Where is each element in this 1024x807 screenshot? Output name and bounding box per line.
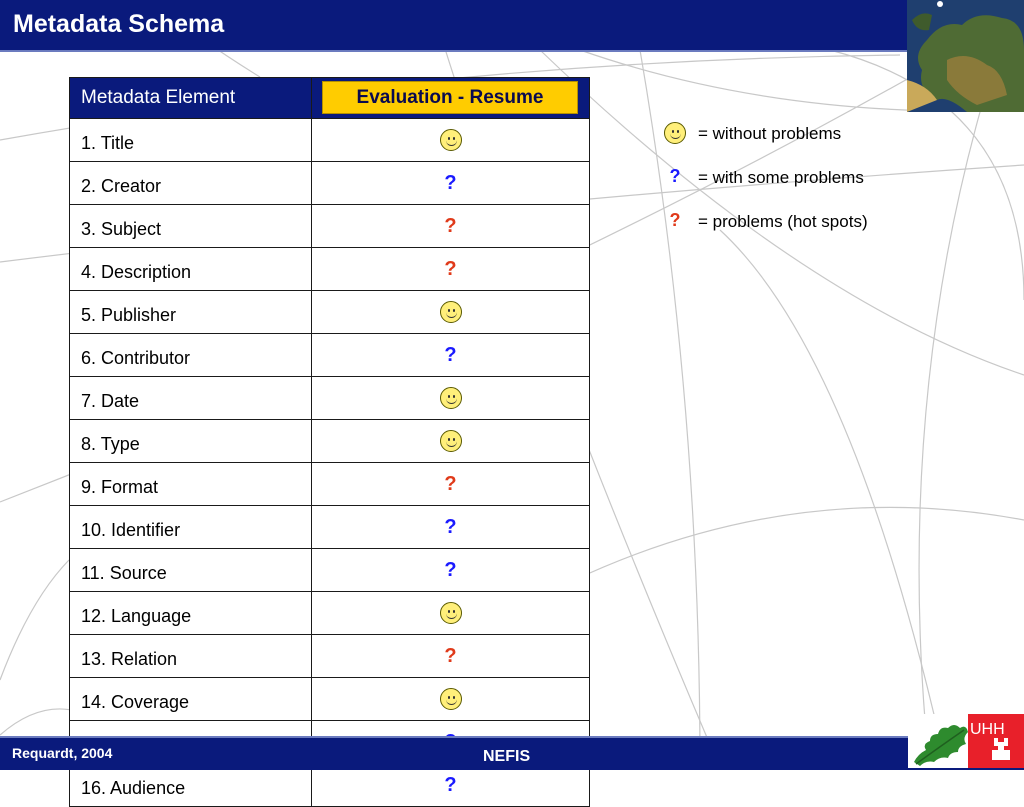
title-bar [0, 0, 1024, 52]
column-header-metadata-element: Metadata Element [70, 78, 312, 119]
evaluation-cell [312, 377, 590, 420]
table-row [70, 119, 590, 162]
metadata-element-cell: 11. Source [70, 549, 312, 592]
question-mark-red-icon: ? [444, 257, 457, 280]
evaluation-cell [312, 549, 590, 592]
evaluation-cell [312, 162, 590, 205]
uhh-university-logo [908, 714, 1024, 768]
metadata-element-cell: 8. Type [70, 420, 312, 463]
legend-label: = problems (hot spots) [698, 212, 868, 231]
table-row [70, 162, 590, 205]
legend-item-hot-spots [660, 210, 940, 236]
evaluation-cell [312, 678, 590, 721]
evaluation-cell [312, 119, 590, 162]
smiley-icon [440, 301, 462, 323]
evaluation-cell [312, 506, 590, 549]
smiley-icon [440, 430, 462, 452]
footer-title: NEFIS [483, 748, 531, 765]
column-header-evaluation [312, 78, 590, 119]
footer-bar [0, 736, 1024, 770]
evaluation-cell [312, 635, 590, 678]
evaluation-cell [312, 592, 590, 635]
metadata-element-cell: 14. Coverage [70, 678, 312, 721]
question-mark-blue-icon: ? [444, 773, 457, 796]
table-row [70, 678, 590, 721]
evaluation-resume-badge: Evaluation - Resume [322, 81, 578, 114]
legend-label: = without problems [698, 124, 842, 143]
legend-item-without-problems [660, 122, 940, 148]
legend-label: = with some problems [698, 168, 864, 187]
page-title: Metadata Schema [13, 10, 225, 38]
metadata-element-cell: 6. Contributor [70, 334, 312, 377]
metadata-element-cell: 16. Audience [70, 764, 312, 807]
metadata-element-cell: 9. Format [70, 463, 312, 506]
metadata-evaluation-table [69, 77, 590, 807]
question-mark-red-icon: ? [669, 210, 681, 230]
table-row [70, 420, 590, 463]
table-row [70, 377, 590, 420]
question-mark-blue-icon: ? [444, 558, 457, 581]
evaluation-cell [312, 205, 590, 248]
europe-satellite-map-image [907, 0, 1024, 112]
table-header-row [70, 78, 590, 119]
legend-item-some-problems [660, 166, 940, 192]
table-row [70, 463, 590, 506]
footer-author: Requardt, 2004 [12, 745, 113, 761]
table-row [70, 334, 590, 377]
metadata-element-cell: 4. Description [70, 248, 312, 291]
metadata-element-cell: 3. Subject [70, 205, 312, 248]
metadata-element-cell: 12. Language [70, 592, 312, 635]
evaluation-cell [312, 248, 590, 291]
smiley-icon [440, 387, 462, 409]
table-row [70, 506, 590, 549]
question-mark-blue-icon: ? [669, 166, 681, 186]
metadata-element-cell: 5. Publisher [70, 291, 312, 334]
evaluation-cell [312, 291, 590, 334]
table-row [70, 291, 590, 334]
question-mark-blue-icon: ? [444, 343, 457, 366]
question-mark-red-icon: ? [444, 472, 457, 495]
evaluation-cell [312, 334, 590, 377]
table-row [70, 635, 590, 678]
metadata-element-cell: 2. Creator [70, 162, 312, 205]
evaluation-cell [312, 463, 590, 506]
question-mark-red-icon: ? [444, 644, 457, 667]
smiley-icon [440, 688, 462, 710]
question-mark-red-icon: ? [444, 214, 457, 237]
table-body [70, 119, 590, 807]
smiley-icon [660, 122, 690, 144]
metadata-element-cell: 13. Relation [70, 635, 312, 678]
metadata-element-cell: 10. Identifier [70, 506, 312, 549]
question-mark-blue-icon: ? [444, 171, 457, 194]
table-row [70, 248, 590, 291]
metadata-element-cell: 1. Title [70, 119, 312, 162]
table-row [70, 205, 590, 248]
evaluation-cell [312, 420, 590, 463]
smiley-icon [440, 602, 462, 624]
logo-text: UHH [970, 721, 1005, 738]
smiley-icon [440, 129, 462, 151]
question-mark-blue-icon: ? [444, 515, 457, 538]
metadata-element-cell: 7. Date [70, 377, 312, 420]
table-row [70, 592, 590, 635]
table-row [70, 549, 590, 592]
